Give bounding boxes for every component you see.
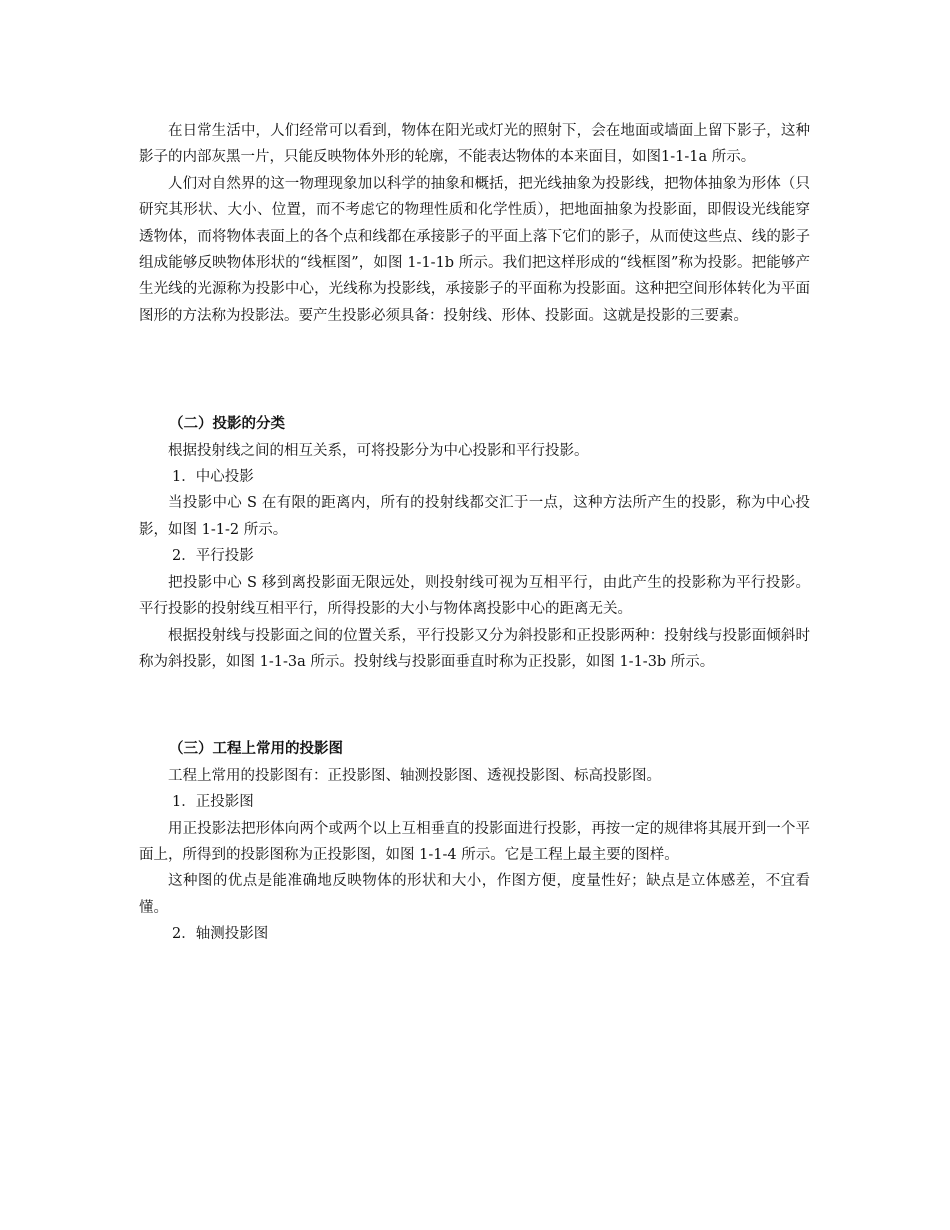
subheading-orthographic-drawing: 1．正投影图 (172, 794, 254, 811)
paragraph-orthographic-pros-cons: 这种图的优点是能准确地反映物体的形状和大小，作图方便，度量性好；缺点是立体感差，不宜看懂。 (139, 873, 810, 916)
subheading-central-projection: 1．中心投影 (172, 469, 254, 486)
paragraph-orthographic-drawing: 用正投影法把形体向两个或两个以上互相垂直的投影面进行投影，再按一定的规律将其展开到一个平面上，所得到的投影图称为正投影图，如图 1-1-4 所示。它是工程上最主要的图样。 (139, 820, 810, 863)
spacer (139, 675, 810, 736)
section-heading-engineering-drawings: （三）工程上常用的投影图 (169, 741, 343, 758)
paragraph-classification-intro: 根据投射线之间的相互关系，可将投影分为中心投影和平行投影。 (168, 442, 589, 459)
paragraph-parallel-projection: 把投影中心 S 移到离投影面无限远处，则投射线可视为互相平行，由此产生的投影称为平行投影。平行投影的投射线互相平行，所得投影的大小与物体离投影中心的距离无关。 (139, 574, 810, 618)
subheading-parallel-projection: 2．平行投影 (172, 548, 254, 565)
paragraph-engineering-intro: 工程上常用的投影图有：正投影图、轴测投影图、透视投影图、标高投影图。 (168, 767, 661, 784)
subheading-axonometric-drawing: 2．轴测投影图 (172, 926, 269, 943)
section-heading-classification: （二）投影的分类 (169, 416, 285, 433)
spacer (139, 329, 810, 411)
paragraph-oblique-orthographic: 根据投射线与投影面之间的位置关系，平行投影又分为斜投影和正投影两种：投射线与投影面倾斜时称为斜投影，如图 1-1-3a 所示。投射线与投影面垂直时称为正投影，如图 1-1-3b 所示。 (139, 627, 810, 670)
document-page (139, 118, 810, 948)
paragraph-shadow: 在日常生活中，人们经常可以看到，物体在阳光或灯光的照射下，会在地面或墙面上留下影子，这种影子的内部灰黑一片，只能反映物体外形的轮廓，不能表达物体的本来面目，如图1-1-1a 所示。 (139, 123, 810, 166)
paragraph-projection-definition: 人们对自然界的这一物理现象加以科学的抽象和概括，把光线抽象为投影线，把物体抽象为形体（只研究其形状、大小、位置，而不考虑它的物理性质和化学性质），把地面抽象为投影面，即假设光线能穿透物体，而将物体表面上的各个点和线都在承接影子的平面上落下它们的影子，从而使这些点、线的影子组成能够反映物体形状的“线框图”，如图 1-1-1b 所示。我们把这样形成的“线框图”称为投影。把能够产生光线的光源称为投影中心，光线称为投影线，承接影子的平面称为投影面。这种把空间形体转化为平面图形的方法称为投影法。要产生投影必须具备：投射线、形体、投影面。这就是投影的三要素。 (139, 175, 810, 324)
paragraph-central-projection: 当投影中心 S 在有限的距离内，所有的投射线都交汇于一点，这种方法所产生的投影，称为中心投影，如图 1-1-2 所示。 (139, 495, 810, 538)
